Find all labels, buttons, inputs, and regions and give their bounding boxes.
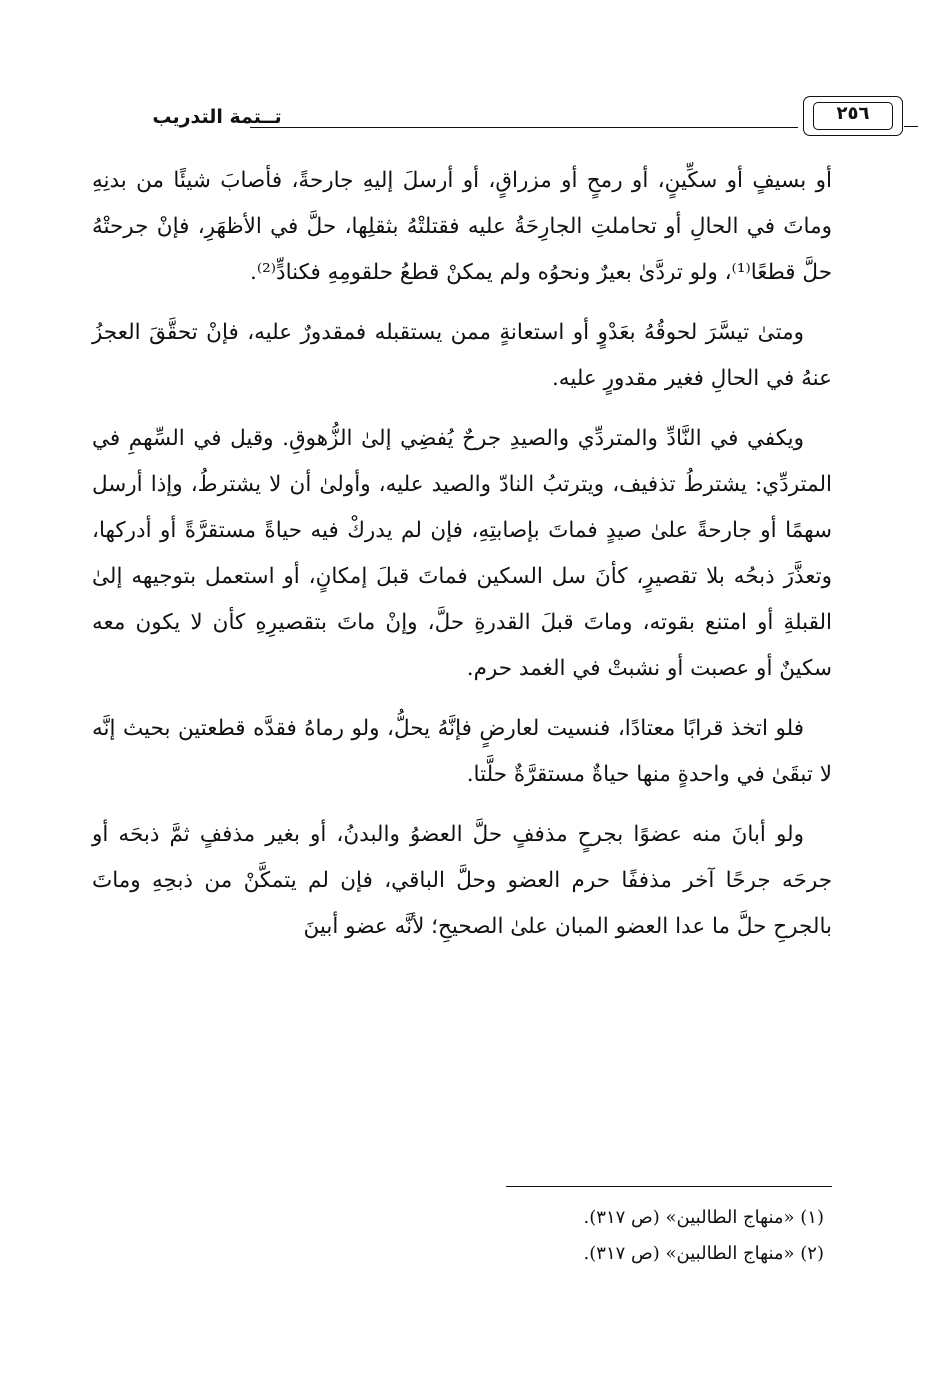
paragraph: فلو اتخذ قرابًا معتادًا، فنسيت لعارضٍ فإنَّهُ يحلُّ، ولو رماهُ فقدَّه قطعتين بحيث إنَّه لا تبقَىٰ في واحدةٍ منها حياةٌ مستقرَّةٌ حلَّتا. xyxy=(92,716,832,787)
body-text xyxy=(92,158,832,964)
header-rule xyxy=(250,127,798,128)
page-number-frame xyxy=(803,96,903,136)
paragraph: ويكفي في النَّادِّ والمتردِّي والصيدِ جرحٌ يُفضِي إلىٰ الزُّهوقِ. وقيل في السِّهمِ في المتردِّي: يشترطُ تذفيف، ويترتبُ النادّ والصيد عليه، وأولىٰ أن لا يشترطُ، وإذا أرسل سهمًا أو جارحةً علىٰ صيدٍ فماتَ بإصابتِهِ، فإن لم يدركْ فيه حياةً مستقرَّةً أو أدركها، وتعذَّرَ ذبحُه بلا تقصيرٍ، كأنَ سل السكين فماتَ قبلَ إمكانٍ، أو استعمل بتوجيهه إلىٰ القبلةِ أو امتنع بقوته، وماتَ قبلَ القدرةِ حلَّ، وإنْ ماتَ بتقصيرِهِ كأن لا يكون معه سكينٌ أو عصبت أو نشبتْ في الغمد حرم. xyxy=(92,426,832,681)
running-title: تــتمة التدريب xyxy=(152,106,282,128)
paragraph: أو بسيفٍ أو سكِّينٍ، أو رمحٍ أو مزراقٍ، أو أرسلَ إليهِ جارحةً، فأصابَ شيئًا من بدنِهِ وماتَ في الحالِ أو تحاملتِ الجارِحَةُ عليه فقتلتْهُ بثقلِها، حلَّ في الأظهَرِ، فإنْ جرحتْهُ حلَّ قطعًا⁽¹⁾، ولو تردَّىٰ بعيرٌ ونحوُه ولم يمكنْ قطعُ حلقومِهِ فكنادٍّ⁽²⁾. xyxy=(92,168,832,285)
footnote-separator xyxy=(506,1186,832,1187)
footnote: (١) «منهاج الطالبين» (ص ٣١٧). xyxy=(583,1207,824,1228)
header-rule-end xyxy=(904,126,918,127)
paragraph: ومتىٰ تيسَّرَ لحوقُهُ بعَدْوٍ أو استعانةٍ ممن يستقبله فمقدورٌ عليه، فإنْ تحقَّقَ العجزُ عنهُ في الحالِ فغير مقدورٍ عليه. xyxy=(92,320,832,391)
footnotes xyxy=(92,1200,824,1272)
paragraph: ولو أبانَ منه عضوًا بجرحٍ مذففٍ حلَّ العضوُ والبدنُ، أو بغير مذففٍ ثمَّ ذبحَه أو جرحَه جرحًا آخر مذففًا حرم العضو وحلَّ الباقي، فإن لم يتمكَّنْ من ذبحِهِ وماتَ بالجرحِ حلَّ ما عدا العضو المبان علىٰ الصحيحِ؛ لأنَّه عضو أبينَ xyxy=(92,822,832,939)
page-header xyxy=(92,94,870,140)
page-number: ٢٥٦ xyxy=(836,103,870,124)
footnote: (٢) «منهاج الطالبين» (ص ٣١٧). xyxy=(583,1243,824,1264)
